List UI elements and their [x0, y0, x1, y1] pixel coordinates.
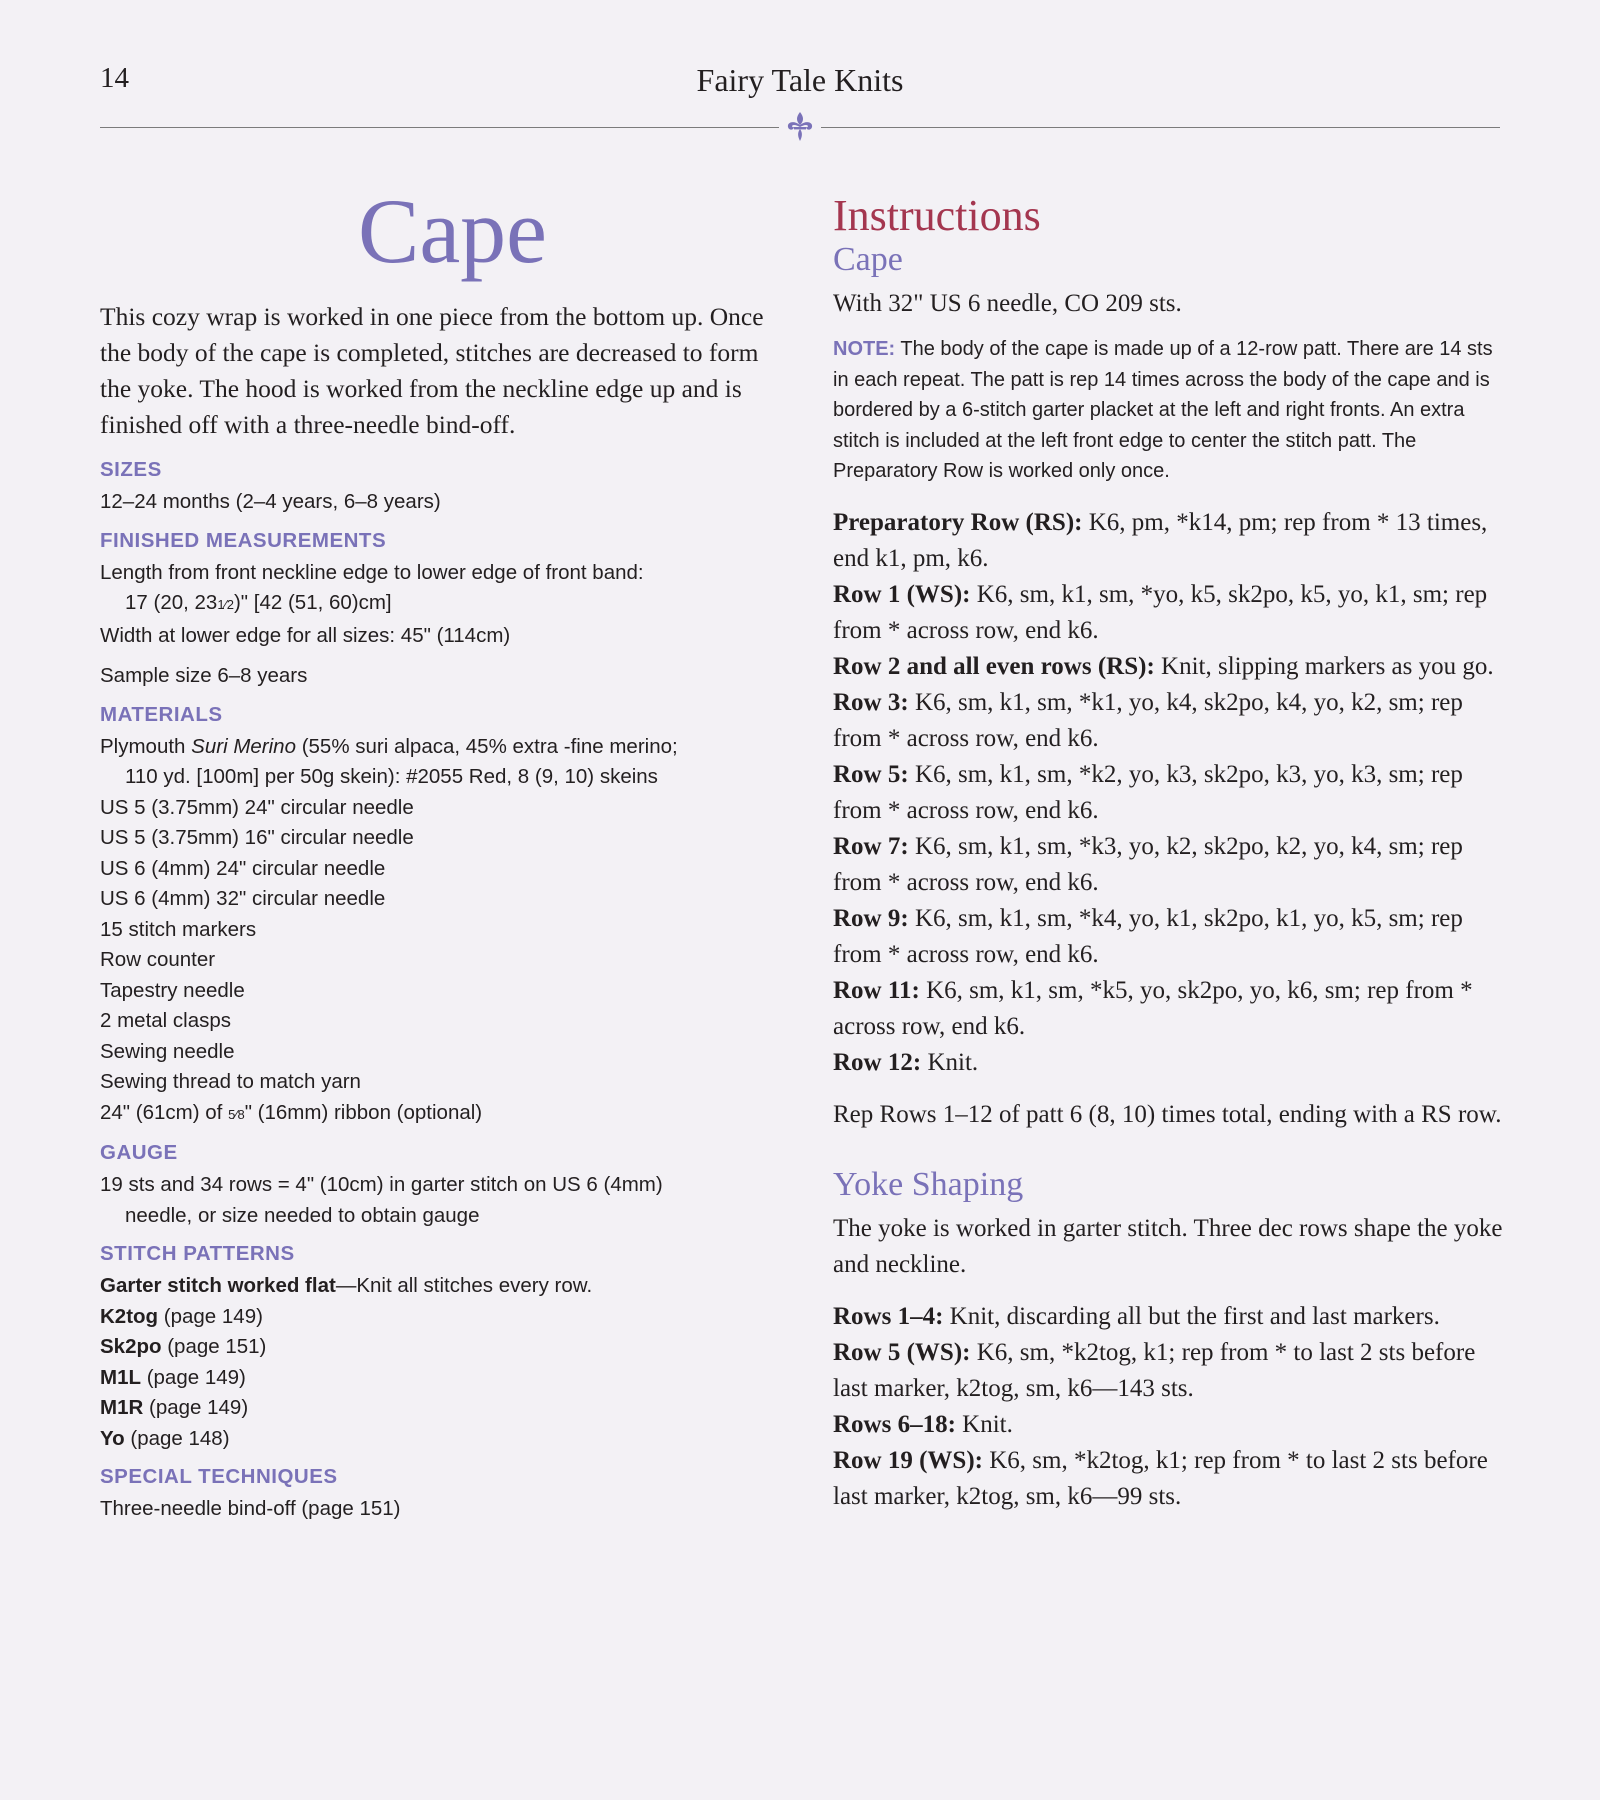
stitch-pattern-item: Yo (page 148): [100, 1426, 230, 1450]
measurements-heading: FINISHED MEASUREMENTS: [100, 528, 387, 552]
running-title: Fairy Tale Knits: [696, 62, 904, 98]
yoke-row-instruction: Rows 1–4: Knit, discarding all but the first and last markers.: [833, 1302, 1440, 1330]
materials-item: 2 metal clasps: [100, 1009, 232, 1032]
materials-item: 15 stitch markers: [100, 917, 257, 941]
stitch-pattern-item: Sk2po (page 151): [100, 1335, 267, 1358]
yarn-detail: 110 yd. [100m] per 50g skein): #2055 Red, 8 (9, 10) skeins: [125, 765, 658, 788]
stitch-pattern-item: K2tog (page 149): [100, 1304, 263, 1328]
fleur-de-lis-icon: [779, 110, 821, 144]
cast-on-line: With 32" US 6 needle, CO 209 sts.: [833, 290, 1182, 317]
row-instruction: Row 1 (WS): K6, sm, k1, sm, *yo, k5, sk2po, k5, yo, k1, sm; rep from * across row, end k6.: [833, 580, 1488, 644]
row-instruction: Row 11: K6, sm, k1, sm, *k5, yo, sk2po, yo, k6, sm; rep from * across row, end k6.: [833, 976, 1473, 1040]
sample-size: Sample size 6–8 years: [100, 664, 308, 687]
materials-item: Sewing needle: [100, 1039, 235, 1063]
length-value: 17 (20, 231⁄2)" [42 (51, 60)cm]: [125, 591, 392, 614]
materials-heading: MATERIALS: [100, 702, 223, 726]
materials-item: US 5 (3.75mm) 16" circular needle: [100, 826, 414, 849]
materials-item: Tapestry needle: [100, 978, 245, 1002]
yoke-row-instruction: Row 19 (WS): K6, sm, *k2tog, k1; rep from * to last 2 sts before last marker, k2tog, sm, k6—99 sts.: [833, 1446, 1488, 1510]
left-column: [100, 180, 765, 1525]
materials-item: US 6 (4mm) 32" circular needle: [100, 887, 386, 910]
stitch-pattern-item: M1R (page 149): [100, 1396, 249, 1419]
row-instruction: Row 5: K6, sm, k1, sm, *k2, yo, k3, sk2po, k3, yo, k3, sm; rep from * across row, end k6.: [833, 760, 1463, 824]
width-text: Width at lower edge for all sizes: 45" (114cm): [100, 623, 511, 647]
gauge-heading: GAUGE: [100, 1141, 178, 1164]
note-paragraph: NOTE: The body of the cape is made up of a 12-row patt. There are 14 sts in each repeat. The patt is rep 14 times across the body of the cape and is bordered by a 6-stitch garter placket at the left and right fronts. An extra stitch is included at the left front edge to center the stitch patt. The Preparatory Row is worked only once.: [833, 338, 1493, 482]
row-instruction: Row 9: K6, sm, k1, sm, *k4, yo, k1, sk2po, k1, yo, k5, sm; rep from * across row, end k6.: [833, 904, 1463, 968]
sizes-text: 12–24 months (2–4 years, 6–8 years): [100, 490, 441, 513]
yoke-intro: The yoke is worked in garter stitch. Three dec rows shape the yoke and neckline.: [833, 1214, 1503, 1278]
gauge-line: needle, or size needed to obtain gauge: [125, 1203, 480, 1227]
right-column: [833, 192, 1503, 1515]
row-instruction: Row 2 and all even rows (RS): Knit, slipping markers as you go.: [833, 652, 1494, 680]
sizes-heading: SIZES: [100, 458, 162, 481]
ribbon-item: 24" (61cm) of 5⁄8" (16mm) ribbon (optional): [100, 1100, 483, 1124]
materials-item: Row counter: [100, 948, 216, 971]
pattern-title: Cape: [357, 180, 548, 282]
page-number: 14: [100, 62, 129, 94]
yarn-line: Plymouth Suri Merino (55% suri alpaca, 45% extra -fine merino;: [100, 734, 678, 758]
stitch-pattern-item: Garter stitch worked flat—Knit all stitches every row.: [100, 1274, 593, 1297]
row-instruction: Row 12: Knit.: [833, 1048, 979, 1076]
materials-item: Sewing thread to match yarn: [100, 1070, 361, 1093]
yoke-row-instruction: Row 5 (WS): K6, sm, *k2tog, k1; rep from * to last 2 sts before last marker, k2tog, sm, k6—143 sts.: [833, 1338, 1476, 1402]
yoke-row-instruction: Rows 6–18: Knit.: [833, 1410, 1013, 1438]
intro-paragraph: This cozy wrap is worked in one piece from the bottom up. Once the body of the cape is completed, stitches are decreased to form the yoke. The hood is worked from the neckline edge up and is finished off with a three-needle bind-off.: [100, 302, 764, 439]
cape-subheading: Cape: [833, 241, 903, 278]
row-instruction: Row 7: K6, sm, k1, sm, *k3, yo, k2, sk2po, k2, yo, k4, sm; rep from * across row, end k6.: [833, 832, 1463, 896]
stitch-pattern-item: M1L (page 149): [100, 1365, 246, 1389]
note-label: NOTE:: [833, 338, 896, 360]
gauge-line: 19 sts and 34 rows = 4" (10cm) in garter stitch on US 6 (4mm): [100, 1173, 663, 1196]
repeat-instruction: Rep Rows 1–12 of patt 6 (8, 10) times total, ending with a RS row.: [833, 1100, 1502, 1128]
special-technique-item: Three-needle bind-off (page 151): [100, 1497, 401, 1520]
length-label: Length from front neckline edge to lower edge of front band:: [100, 560, 644, 584]
special-techniques-heading: SPECIAL TECHNIQUES: [100, 1465, 338, 1488]
stitch-patterns-heading: STITCH PATTERNS: [100, 1242, 295, 1265]
row-instruction: Row 3: K6, sm, k1, sm, *k1, yo, k4, sk2po, k4, yo, k2, sm; rep from * across row, end k6.: [833, 688, 1463, 752]
materials-item: US 5 (3.75mm) 24" circular needle: [100, 795, 414, 819]
row-instruction: Preparatory Row (RS): K6, pm, *k14, pm; rep from * 13 times, end k1, pm, k6.: [833, 508, 1488, 572]
instructions-heading: Instructions: [833, 191, 1041, 240]
materials-item: US 6 (4mm) 24" circular needle: [100, 856, 386, 880]
yoke-shaping-heading: Yoke Shaping: [833, 1165, 1024, 1203]
